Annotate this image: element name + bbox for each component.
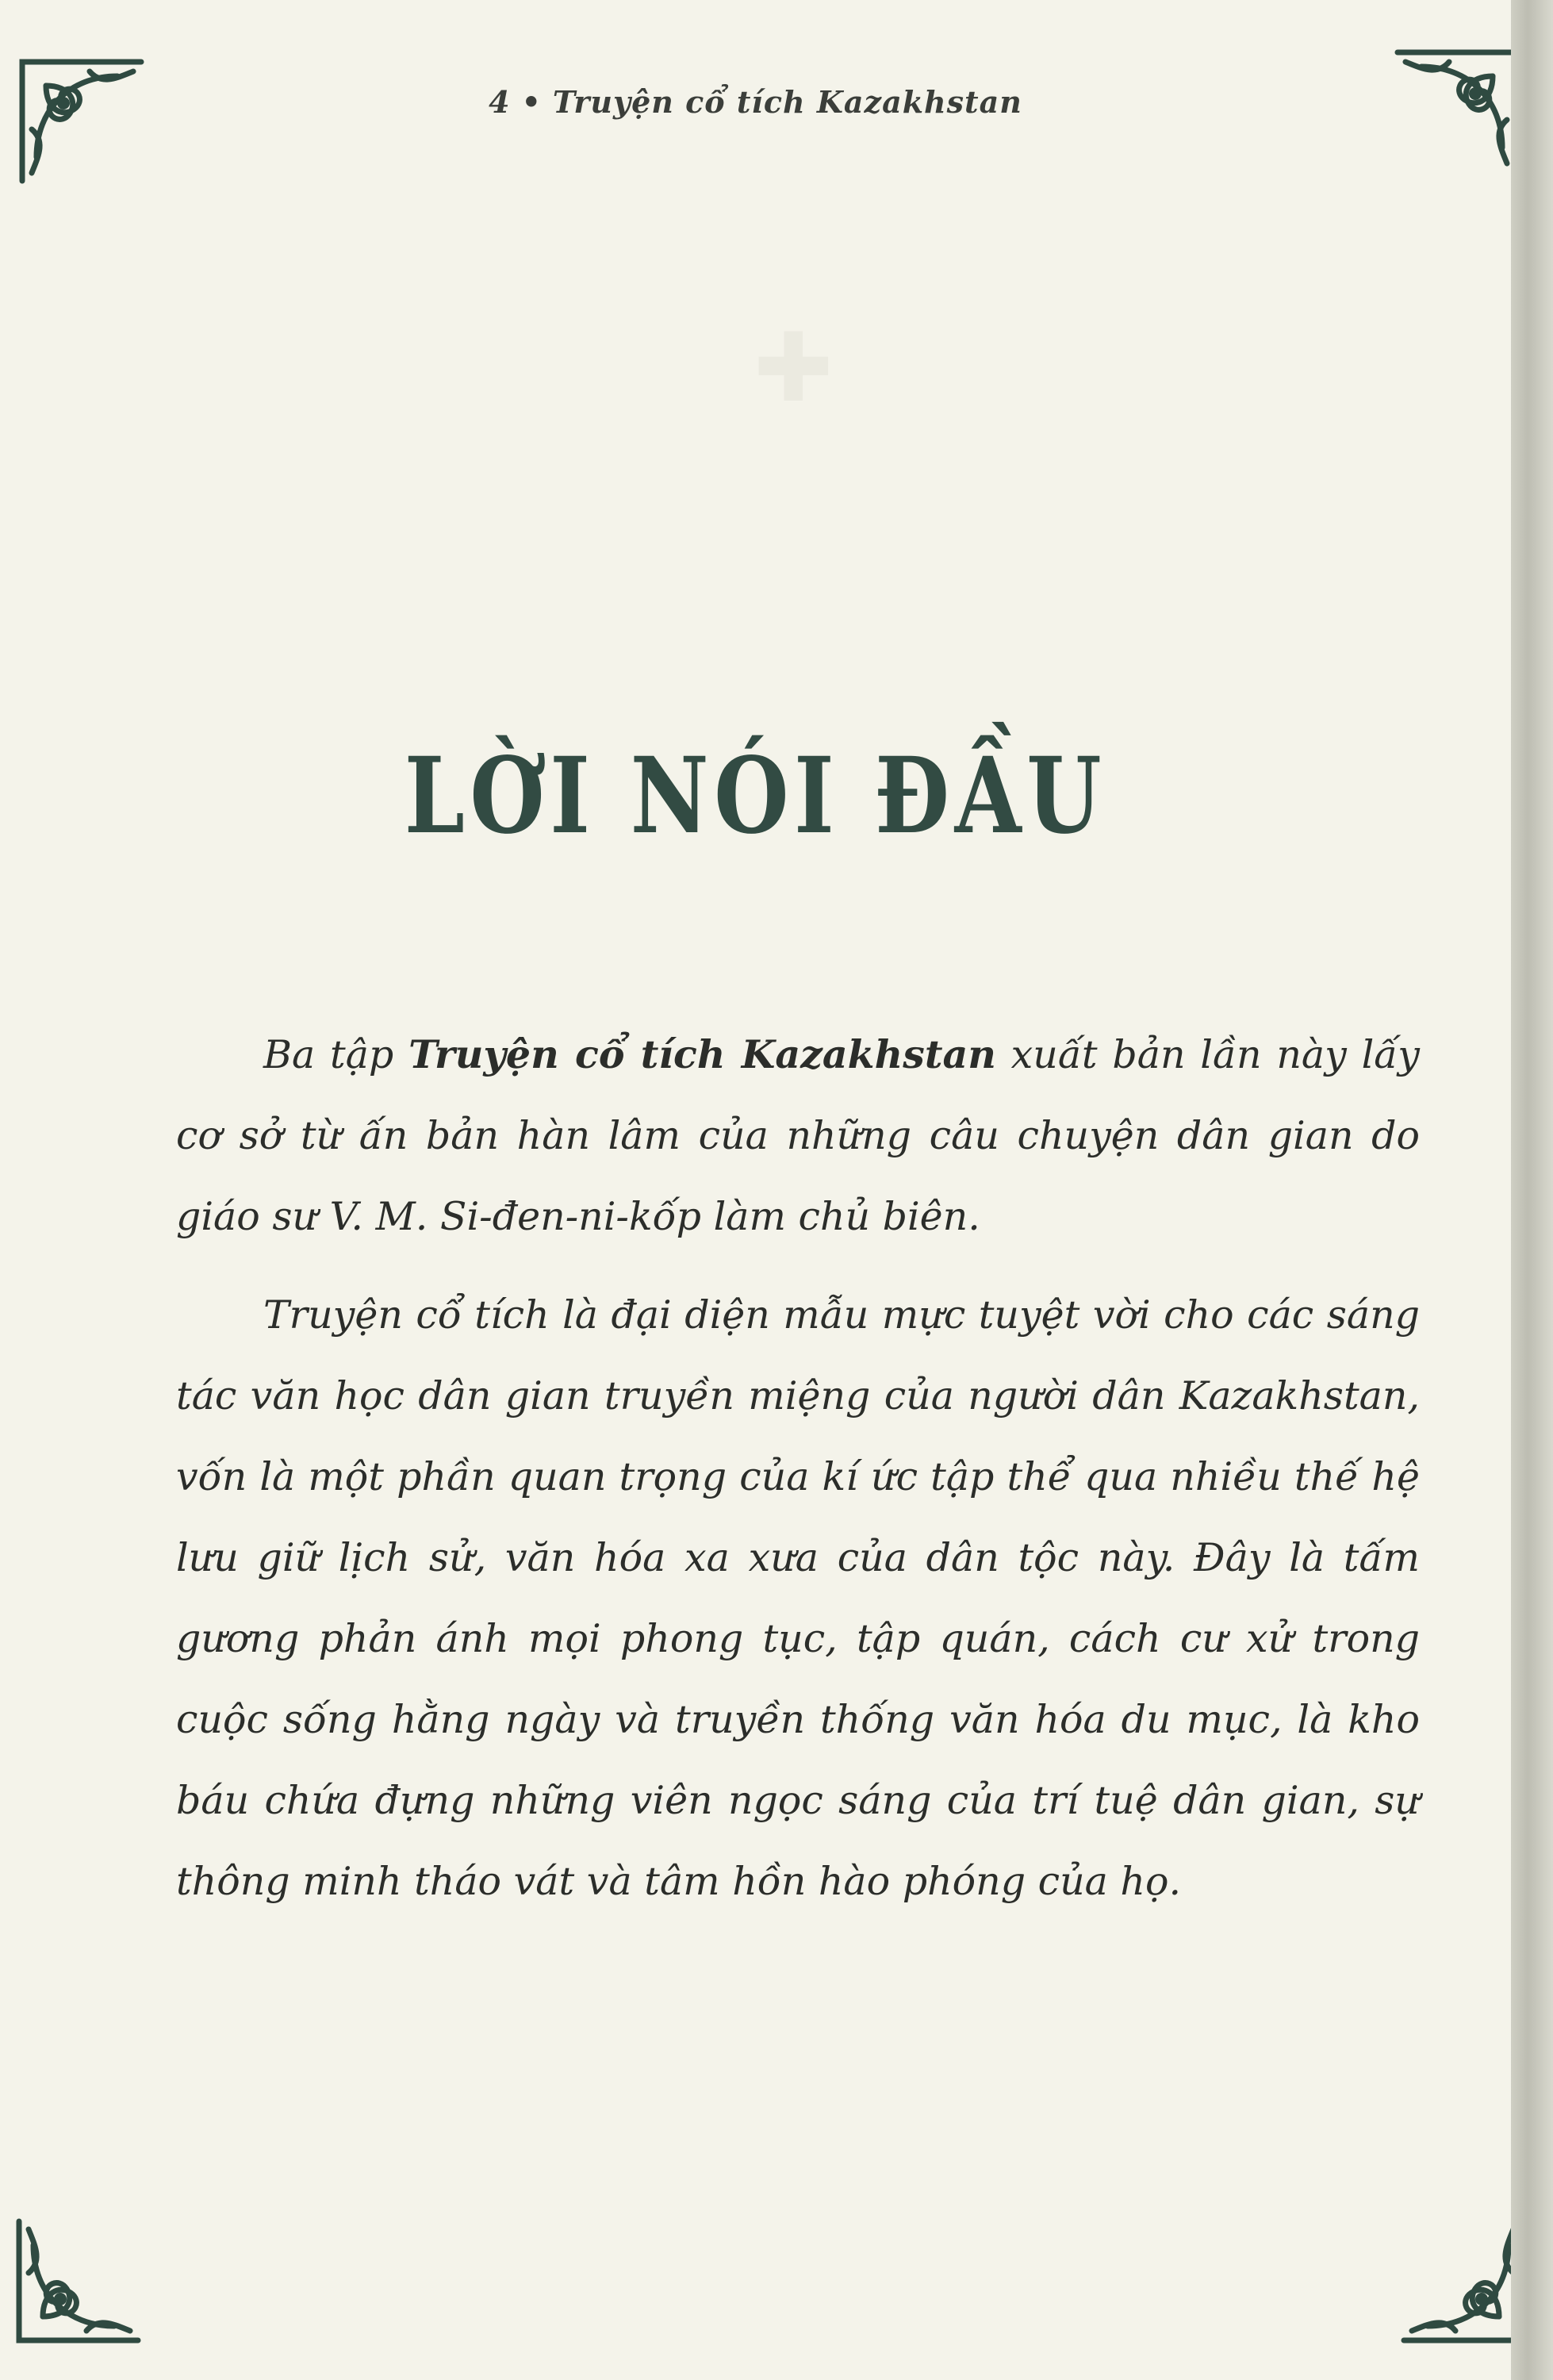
paragraph-1-rest: xuất bản lần này lấy cơ sở từ ấn bản hàn lâm của những câu chuyện dân gian do giáo sư V. M. Si-đen-ni-kốp làm chủ biên. xyxy=(176,1032,1420,1239)
corner-ornament-top-left-icon xyxy=(14,54,149,189)
paragraph-2: Truyện cổ tích là đại diện mẫu mực tuyệt vời cho các sáng tác văn học dân gian truyền miệng của người dân Kazakhstan, vốn là một phần quan trọng của kí ức tập thể qua nhiều thế hệ lưu giữ lịch sử, văn hóa xa xưa của dân tộc này. Đây là tấm gương phản ánh mọi phong tục, tập quán, cách cư xử trong cuộc sống hằng ngày và truyền thống văn hóa du mục, là kho báu chứa đựng những viên ngọc sáng của trí tuệ dân gian, sự thông minh tháo vát và tâm hồn hào phóng của họ. xyxy=(176,1292,1420,1904)
book-title-emphasis: Truyện cổ tích Kazakhstan xyxy=(408,1031,996,1077)
running-header xyxy=(0,84,1511,120)
page-edge xyxy=(1511,0,1553,2380)
paragraph-1 xyxy=(176,1014,1420,1257)
body-text xyxy=(176,1014,1420,1940)
corner-ornament-bottom-left-icon xyxy=(11,2213,146,2348)
paragraph-1-lead: Ba tập xyxy=(263,1032,409,1077)
header-separator: • xyxy=(521,84,542,120)
page-number: 4 xyxy=(489,84,511,120)
watermark-cross-icon: ✚ xyxy=(753,313,834,424)
page-title: LỜI NÓI ĐẦU xyxy=(404,735,1107,858)
book-title: Truyện cổ tích Kazakhstan xyxy=(552,84,1022,120)
